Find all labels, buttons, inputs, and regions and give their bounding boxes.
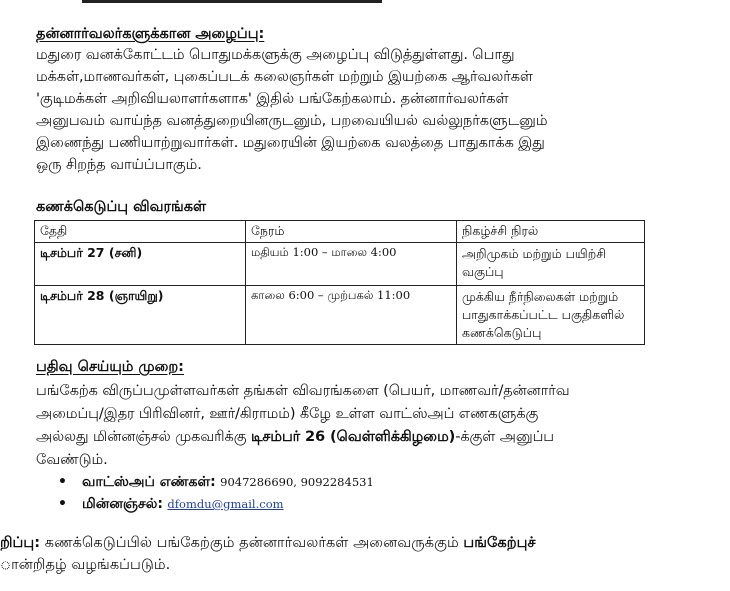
invitation-line: ஒரு சிறந்த வாய்ப்பாகும். (36, 156, 202, 173)
program-cell (457, 243, 645, 286)
table-row (35, 286, 645, 345)
program-cell (457, 286, 645, 345)
invitation-line: மக்கள்,மாணவர்கள், புகைப்படக் கலைஞர்கள் மற்றும் இயற்கை ஆர்வலர்கள் (36, 68, 533, 85)
table-header-row (35, 221, 645, 243)
program-line: வகுப்பு (462, 264, 504, 279)
header-program: நிகழ்ச்சி நிரல் (457, 221, 645, 243)
date-cell: டிசம்பர் 28 (ஞாயிறு) (35, 286, 246, 345)
header-date: தேதி (35, 221, 246, 243)
top-divider (82, 0, 382, 3)
bullet-icon: • (58, 496, 67, 512)
program-line: பாதுகாக்கப்பட்ட பகுதிகளில் (462, 307, 625, 322)
registration-heading: பதிவு செய்யும் முறை: (36, 359, 184, 375)
registration-line: வேண்டும். (36, 451, 108, 468)
header-time: நேரம் (246, 221, 457, 243)
certificate-text: பங்கேற்புச் (463, 534, 536, 551)
invitation-line: மதுரை வனக்கோட்டம் பொதுமக்களுக்கு அழைப்பு விடுத்துள்ளது. பொது (36, 46, 515, 63)
registration-line: அமைப்பு/இதர பிரிவினர், ஊர்/கிராமம்) கீழே உள்ள வாட்ஸ்அப் எணகளுக்கு (36, 405, 539, 422)
deadline-text: டிசம்பர் 26 (வெள்ளிக்கிழமை) (250, 428, 456, 445)
whatsapp-numbers: 9047286690, 9092284531 (220, 475, 374, 489)
email-link[interactable]: dfomdu@gmail.com (167, 497, 284, 511)
bullet-icon: • (58, 474, 67, 490)
program-line: கணக்கெடுப்பு (462, 325, 542, 340)
invitation-line: 'குடிமக்கள் அறிவியலாளர்களாக' இதில் பங்கேற்கலாம். தன்னார்வலர்கள் (36, 90, 509, 107)
table-row (35, 243, 645, 286)
program-line: அறிமுகம் மற்றும் பயிற்சி (462, 246, 607, 261)
census-heading: கணக்கெடுப்பு விவரங்கள் (36, 199, 207, 215)
date-cell: டிசம்பர் 27 (சனி) (35, 243, 246, 286)
census-table (34, 220, 645, 345)
invitation-line: அனுபவம் வாய்ந்த வனத்துறையினருடனும், பறவையியல் வல்லுநர்களுடனும் (36, 112, 548, 129)
registration-text: அல்லது மின்னஞ்சல் முகவரிக்கு (36, 428, 251, 445)
registration-text: -க்குள் அனுப்ப (455, 428, 555, 445)
note-label: றிப்பு: (0, 534, 41, 551)
email-item (58, 494, 284, 514)
time-cell: மதியம் 1:00 – மாலை 4:00 (246, 243, 457, 286)
email-label: மின்னஞ்சல்: (82, 496, 163, 512)
note-text: கணக்கெடுப்பில் பங்கேற்கும் தன்னார்வலர்கள் அனைவருக்கும் (40, 534, 464, 551)
registration-line (36, 426, 554, 448)
whatsapp-item (58, 472, 374, 492)
note-line: ான்றிதழ் வழங்கப்படும். (0, 556, 171, 573)
program-line: முக்கிய நீர்நிலைகள் மற்றும் (462, 289, 619, 304)
time-cell: காலை 6:00 – முற்பகல் 11:00 (246, 286, 457, 345)
invitation-heading: தன்னார்வலர்களுக்கான அழைப்பு: (36, 26, 265, 42)
note-line (0, 532, 536, 554)
invitation-line: இணைந்து பணியாற்றுவார்கள். மதுரையின் இயற்கை வலத்தை பாதுகாக்க இது (36, 134, 545, 151)
whatsapp-label: வாட்ஸ்அப் எண்கள்: (82, 474, 216, 490)
registration-line: பங்கேற்க விருப்பமுள்ளவர்கள் தங்கள் விவரங்களை (பெயர், மாணவர்/தன்னார்வ (36, 382, 570, 399)
